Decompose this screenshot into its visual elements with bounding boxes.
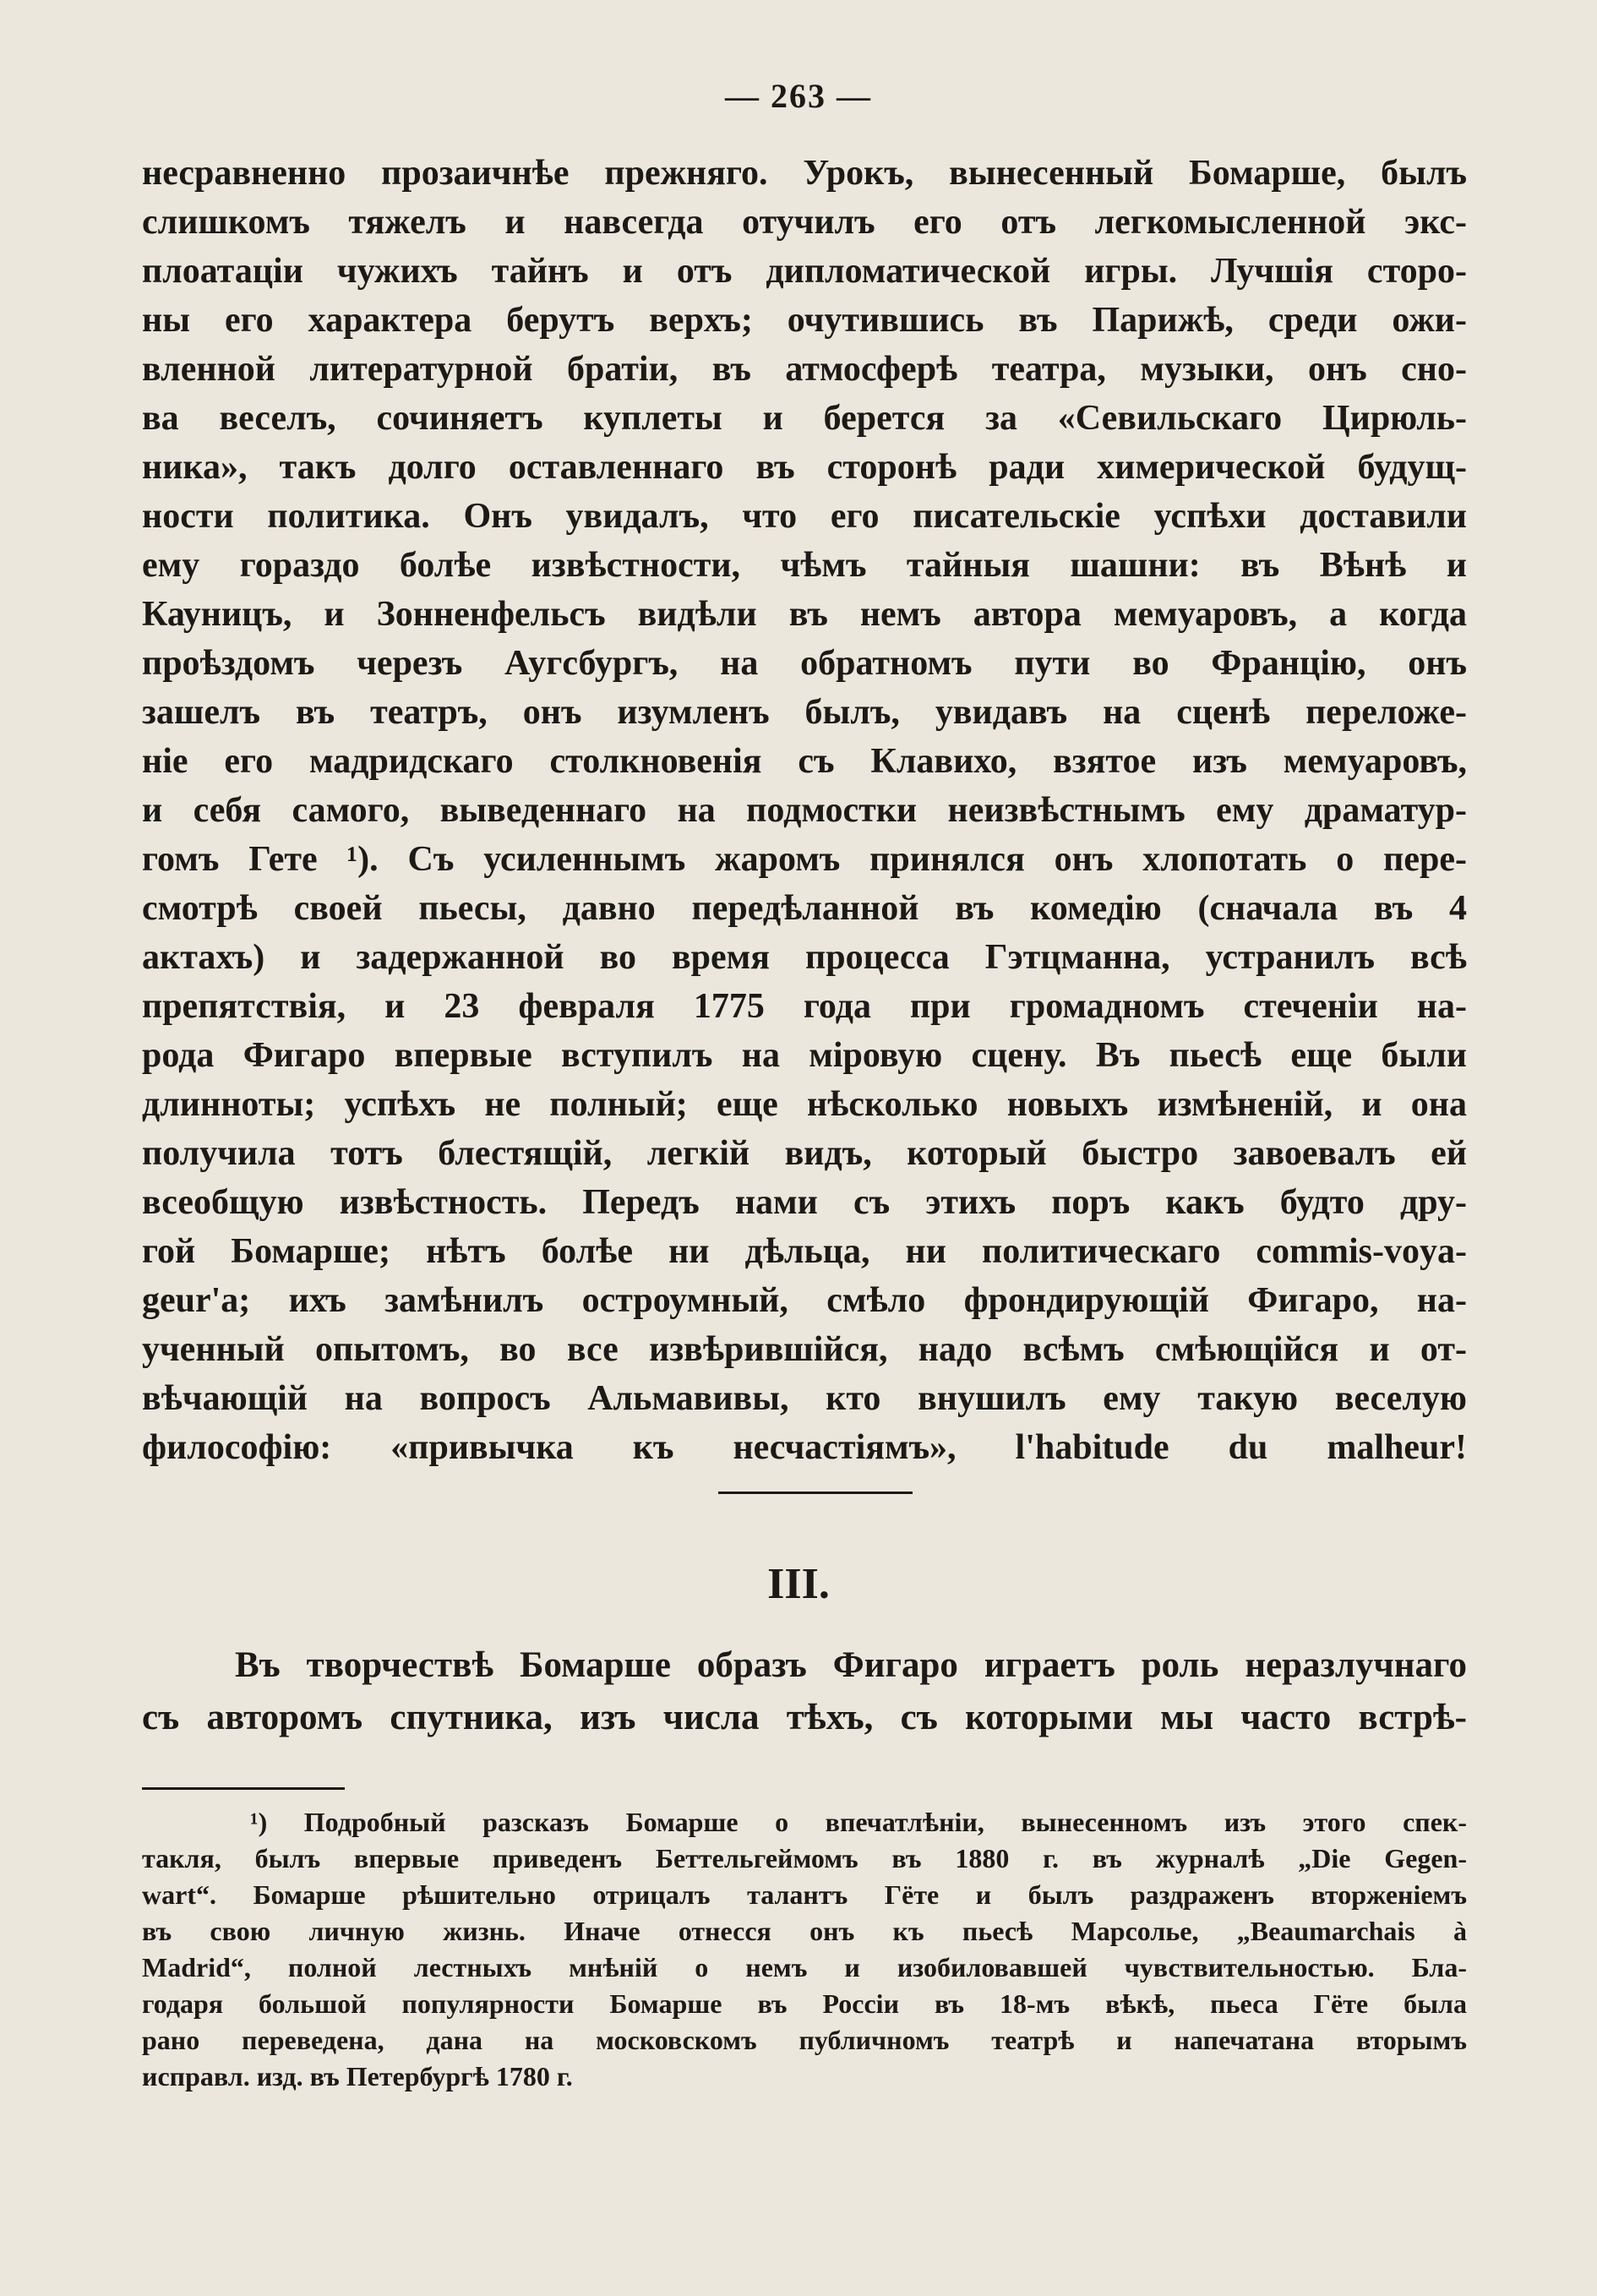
- text-line: длинноты; успѣхъ не полный; еще нѣсколько новыхъ измѣненій, и она: [142, 1085, 1467, 1124]
- text-line: вленной литературной братіи, въ атмосферѣ театра, музыки, онъ сно-: [142, 350, 1467, 389]
- footnote-line: Madrid“, полной лестныхъ мнѣній о немъ и изобиловавшей чувствительностью. Бла-: [142, 1952, 1467, 1982]
- text-line: философію: «привычка къ несчастіямъ», l'habitude du malheur!: [142, 1428, 1467, 1467]
- text-line: актахъ) и задержанной во время процесса Гэтцманна, устранилъ всѣ: [142, 938, 1467, 977]
- footnote-line: годаря большой популярности Бомарше въ Россіи въ 18-мъ вѣкѣ, пьеса Гёте была: [142, 1988, 1467, 2019]
- section-text-block: [142, 1639, 1467, 1744]
- text-line: ученный опытомъ, во все извѣрившійся, надо всѣмъ смѣющійся и от-: [142, 1330, 1467, 1369]
- footnote-line: такля, былъ впервые приведенъ Беттельгеймомъ въ 1880 г. въ журналѣ „Die Gegen-: [142, 1843, 1467, 1873]
- footnote-line: рано переведена, дана на московскомъ публичномъ театрѣ и напечатана вторымъ: [142, 2025, 1467, 2055]
- text-line: несравненно прозаичнѣе прежняго. Урокъ, вынесенный Бомарше, былъ: [142, 154, 1467, 193]
- main-text-block: [142, 149, 1467, 1472]
- text-line: geur'а; ихъ замѣнилъ остроумный, смѣло фрондирующій Фигаро, на-: [142, 1281, 1467, 1320]
- text-line: проѣздомъ черезъ Аугсбургъ, на обратномъ пути во Францію, онъ: [142, 644, 1467, 683]
- text-line: и себя самого, выведеннаго на подмостки неизвѣстнымъ ему драматур-: [142, 791, 1467, 830]
- footnote-separator: [142, 1787, 345, 1790]
- page-number: — 263 —: [725, 77, 872, 115]
- text-line: смотрѣ своей пьесы, давно передѣланной въ комедію (сначала въ 4: [142, 889, 1467, 928]
- text-line: зашелъ въ театръ, онъ изумленъ былъ, увидавъ на сценѣ переложе-: [142, 693, 1467, 732]
- text-line: вѣчающій на вопросъ Альмавивы, кто внушилъ ему такую веселую: [142, 1379, 1467, 1418]
- text-line: ва веселъ, сочиняетъ куплеты и берется за «Севильскаго Цирюль-: [142, 399, 1467, 438]
- footnote: [142, 1804, 1467, 2095]
- section-heading: III.: [767, 1560, 830, 1608]
- text-line: Въ творчествѣ Бомарше образъ Фигаро играетъ роль неразлучнаго: [235, 1645, 1467, 1685]
- text-line: гомъ Гете ¹). Съ усиленнымъ жаромъ принялся онъ хлопотать о пере-: [142, 840, 1467, 879]
- text-line: плоатаціи чужихъ тайнъ и отъ дипломатической игры. Лучшія сторо-: [142, 252, 1467, 291]
- text-line: гой Бомарше; нѣтъ болѣе ни дѣльца, ни политическаго commis-voya-: [142, 1232, 1467, 1271]
- footnote-line: ¹) Подробный разсказъ Бомарше о впечатлѣніи, вынесенномъ изъ этого спек-: [250, 1807, 1467, 1837]
- footnote-line: исправл. изд. въ Петербургѣ 1780 г.: [142, 2061, 573, 2091]
- text-line: ника», такъ долго оставленнаго въ сторонѣ ради химерической будущ-: [142, 448, 1467, 487]
- footnote-line: въ свою личную жизнь. Иначе отнесся онъ къ пьесѣ Марсолье, „Beaumarchais à: [142, 1916, 1467, 1946]
- text-line: всеобщую извѣстность. Передъ нами съ этихъ поръ какъ будто дру-: [142, 1183, 1467, 1222]
- section-divider: [718, 1492, 913, 1494]
- footnote-line: wart“. Бомарше рѣшительно отрицалъ талантъ Гёте и былъ раздраженъ вторженіемъ: [142, 1879, 1467, 1910]
- text-line: слишкомъ тяжелъ и навсегда отучилъ его отъ легкомысленной экс-: [142, 203, 1467, 242]
- text-line: съ авторомъ спутника, изъ числа тѣхъ, съ которыми мы часто встрѣ-: [142, 1698, 1467, 1737]
- text-line: ніе его мадридскаго столкновенія съ Клавихо, взятое изъ мемуаровъ,: [142, 742, 1467, 781]
- text-line: ности политика. Онъ увидалъ, что его писательскіе успѣхи доставили: [142, 497, 1467, 536]
- text-line: рода Фигаро впервые вступилъ на міровую сцену. Въ пьесѣ еще были: [142, 1036, 1467, 1075]
- text-line: ны его характера берутъ верхъ; очутившись въ Парижѣ, среди ожи-: [142, 301, 1467, 340]
- text-line: получила тотъ блестящій, легкій видъ, который быстро завоевалъ ей: [142, 1134, 1467, 1173]
- text-line: препятствія, и 23 февраля 1775 года при громадномъ стеченіи на-: [142, 987, 1467, 1026]
- text-line: ему гораздо болѣе извѣстности, чѣмъ тайныя шашни: въ Вѣнѣ и: [142, 546, 1467, 585]
- text-line: Кауницъ, и Зонненфельсъ видѣли въ немъ автора мемуаровъ, а когда: [142, 595, 1467, 634]
